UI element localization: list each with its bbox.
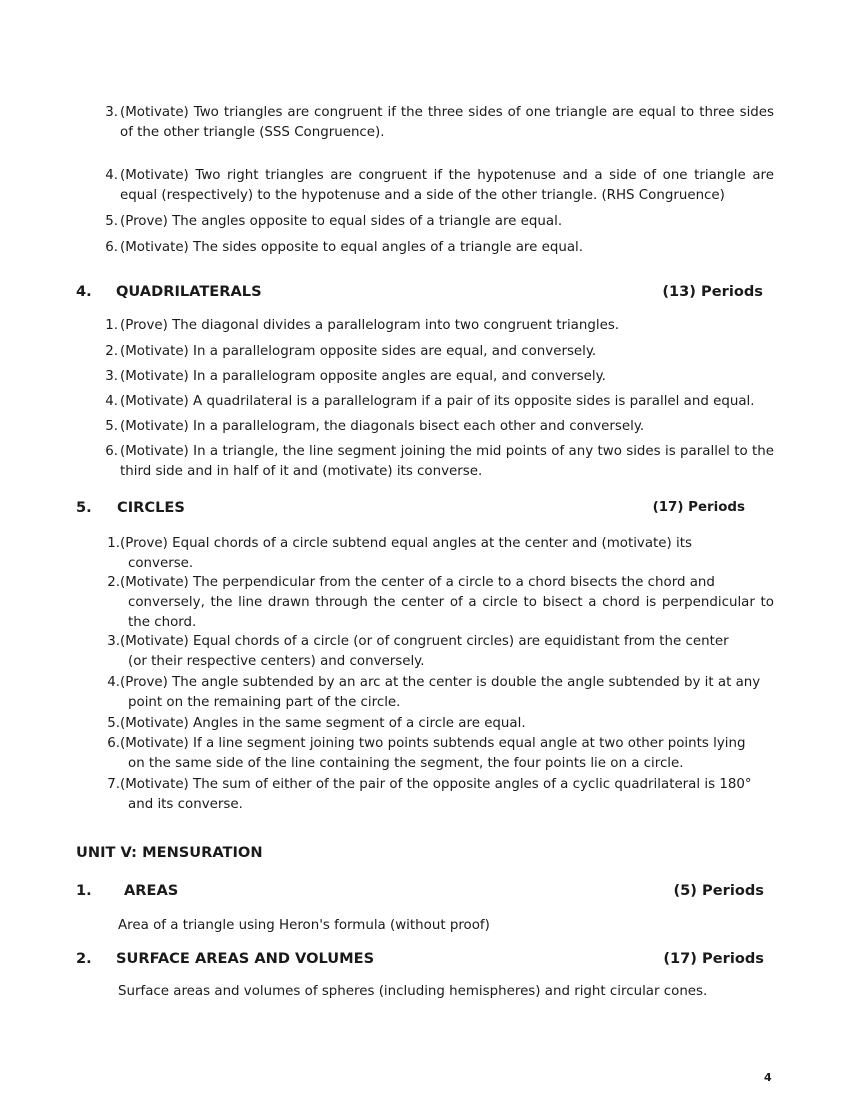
item-text: (Motivate) In a parallelogram, the diagonals bisect each other and conversely. [120,419,645,434]
item-text-continued: converse. [128,556,194,571]
item-text: (Motivate) Equal chords of a circle (or of congruent circles) are equidistant from the center [120,634,729,649]
item-text-continued: on the same side of the line containing the segment, the four points lie on a circle. [128,756,684,771]
section-periods: (5) Periods [673,882,764,899]
list-item [104,573,774,633]
list-item [98,342,774,362]
list-item [98,417,774,437]
item-text: (Motivate) If a line segment joining two points subtends equal angle at two other points lying [120,736,746,751]
list-item [104,632,774,672]
list-item [98,166,774,206]
unit-title: UNIT V: MENSURATION [76,844,263,861]
item-text: (Motivate) Two triangles are congruent if the three sides of one triangle are equal to three sides of the other triangle (SSS Congruence). [120,105,774,140]
list-item [98,392,774,412]
item-text: (Motivate) The sum of either of the pair of the opposite angles of a cyclic quadrilateral is 180° [120,777,752,792]
list-item [98,103,774,143]
item-text-continued: conversely, the line drawn through the center of a circle to bisect a chord is perpendicular to the chord. [128,595,774,630]
item-text-continued: and its converse. [128,797,243,812]
section-number: 2. [76,950,92,967]
item-text: (Motivate) Angles in the same segment of a circle are equal. [120,716,526,731]
list-item [104,734,774,774]
item-number: 5. [105,419,118,434]
section-text: Surface areas and volumes of spheres (including hemispheres) and right circular cones. [118,984,708,999]
section-periods: (17) Periods [663,950,764,967]
section-heading-circles [76,498,766,520]
item-text: (Motivate) In a parallelogram opposite sides are equal, and conversely. [120,344,597,359]
section-periods: (13) Periods [662,283,763,300]
list-item [98,367,774,387]
item-number: 1. [105,318,118,333]
item-number: 5. [107,716,120,731]
list-item [104,534,774,574]
item-number: 4. [105,168,118,183]
item-number: 7. [107,777,120,792]
item-number: 2. [107,575,120,590]
page-number: 4 [764,1071,772,1084]
section-number: 1. [76,882,92,899]
item-text-continued: point on the remaining part of the circle. [128,695,401,710]
item-text: (Motivate) The perpendicular from the center of a circle to a chord bisects the chord and [120,575,715,590]
item-number: 6. [105,240,118,255]
section-number: 4. [76,283,92,300]
item-number: 4. [107,675,120,690]
item-number: 5. [105,214,118,229]
section-title: QUADRILATERALS [116,283,262,300]
item-number: 3. [107,634,120,649]
section-number: 5. [76,499,92,516]
section-text: Area of a triangle using Heron's formula (without proof) [118,918,490,933]
item-text: (Prove) Equal chords of a circle subtend equal angles at the center and (motivate) its [120,536,692,551]
section-title: AREAS [124,882,179,899]
list-item [98,316,774,336]
item-text: (Prove) The angles opposite to equal sides of a triangle are equal. [120,214,563,229]
item-number: 3. [105,369,118,384]
item-text-continued: (or their respective centers) and conversely. [128,654,425,669]
item-text: (Motivate) A quadrilateral is a parallelogram if a pair of its opposite sides is parallel and equal. [120,394,755,409]
item-number: 6. [105,444,118,459]
item-text: (Motivate) In a triangle, the line segment joining the mid points of any two sides is parallel to the third side and in half of it and (motivate) its converse. [120,444,774,479]
section-heading-areas [76,881,766,903]
item-number: 1. [107,536,120,551]
item-text: (Prove) The angle subtended by an arc at the center is double the angle subtended by it at any [120,675,761,690]
section-periods: (17) Periods [652,500,745,515]
item-number: 6. [107,736,120,751]
list-item [104,714,774,734]
item-number: 4. [105,394,118,409]
list-item [98,238,774,258]
item-number: 3. [105,105,118,120]
section-title: CIRCLES [117,499,185,516]
item-text: (Motivate) In a parallelogram opposite angles are equal, and conversely. [120,369,606,384]
section-title: SURFACE AREAS AND VOLUMES [116,950,375,967]
item-text: (Motivate) The sides opposite to equal angles of a triangle are equal. [120,240,584,255]
list-item [98,212,774,232]
section-heading-quadrilaterals [76,282,766,304]
item-number: 2. [105,344,118,359]
item-text: (Motivate) Two right triangles are congruent if the hypotenuse and a side of one triangle are equal (respectively) to the hypotenuse and a side of the other triangle. (RHS Congruence) [120,168,774,203]
list-item [104,673,774,713]
list-item [98,442,774,482]
item-text: (Prove) The diagonal divides a parallelogram into two congruent triangles. [120,318,620,333]
section-heading-surface-areas [76,949,766,971]
list-item [104,775,774,815]
